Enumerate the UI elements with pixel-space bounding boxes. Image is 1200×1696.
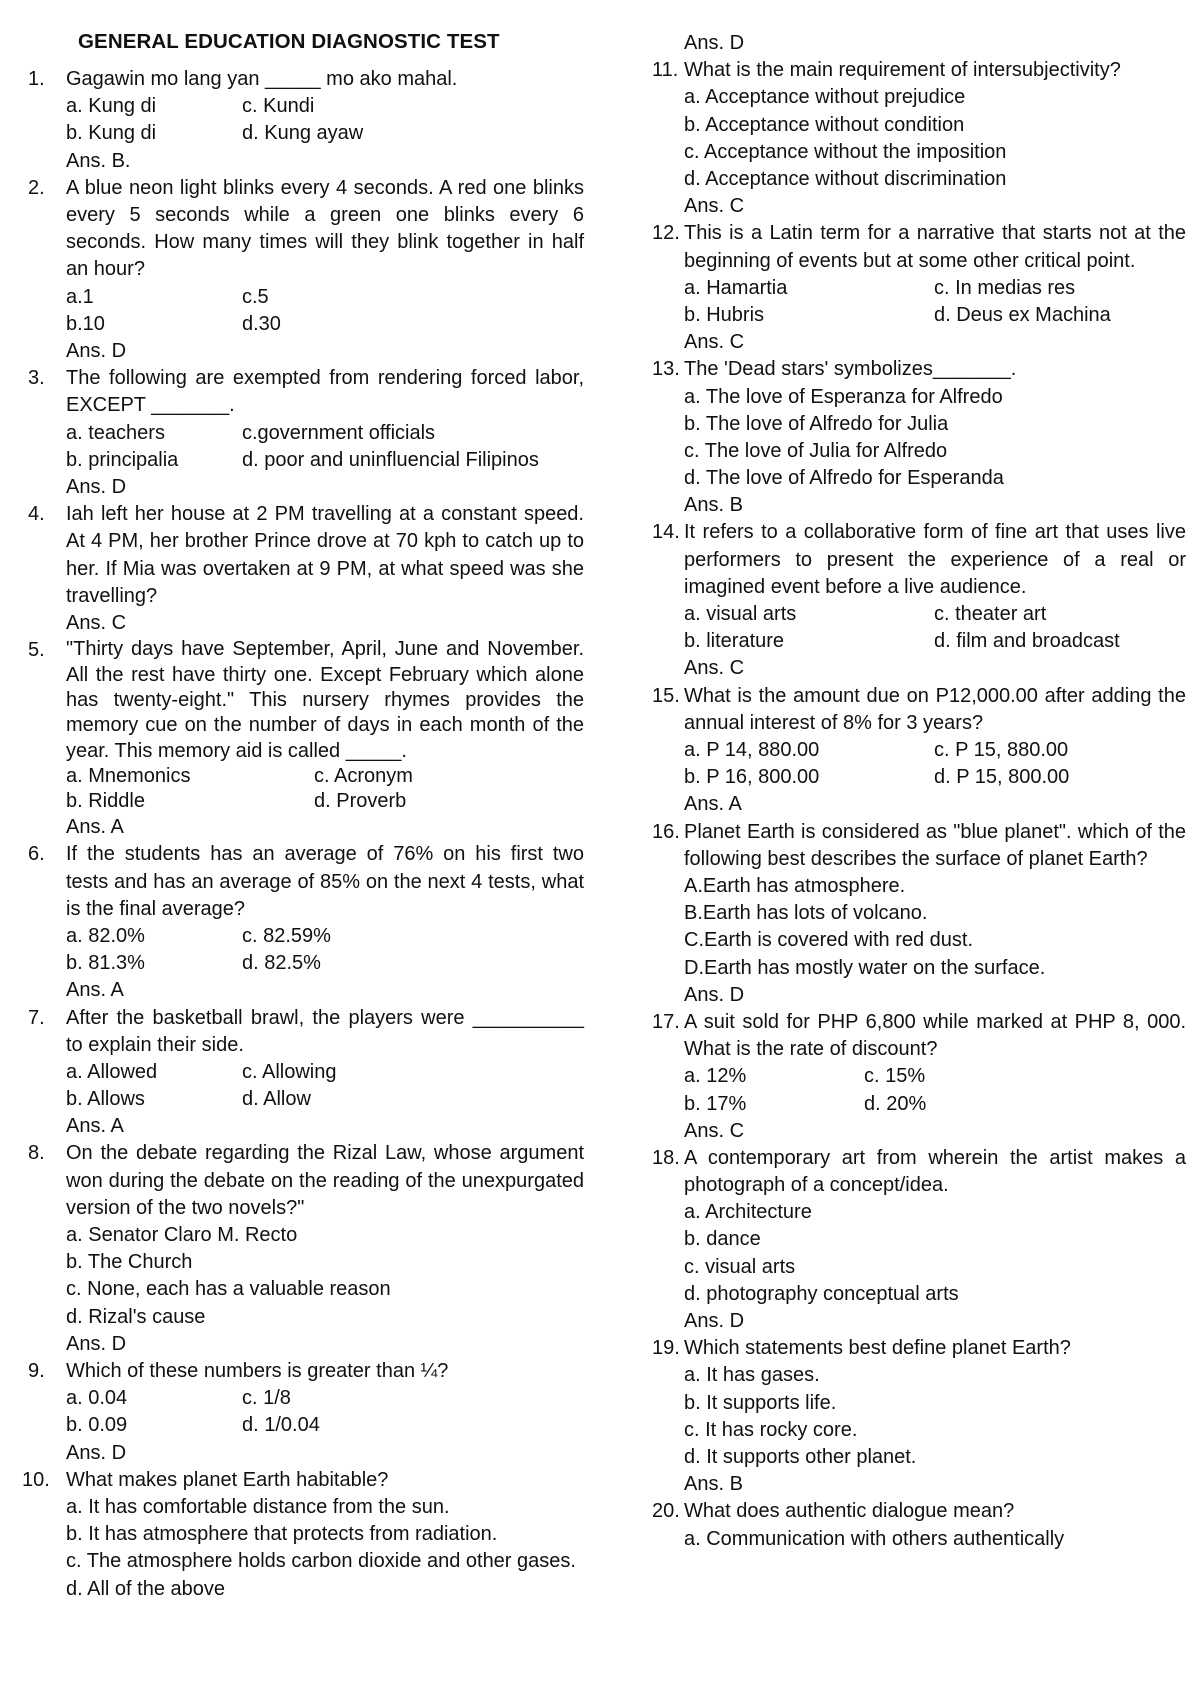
option: b. It supports life. xyxy=(684,1391,837,1414)
question-number: 16. xyxy=(652,820,680,843)
option-row xyxy=(66,420,584,447)
option-row xyxy=(66,764,584,789)
option: B.Earth has lots of volcano. xyxy=(684,902,928,925)
question-number: 6. xyxy=(28,843,45,866)
option: c. The love of Julia for Alfredo xyxy=(684,439,948,462)
question-text: Which of these numbers is greater than ¼? xyxy=(66,1360,449,1383)
question-14 xyxy=(652,519,1186,682)
option: c. theater art xyxy=(934,603,1047,626)
option: d. It supports other planet. xyxy=(684,1446,917,1468)
option: a. P 14, 880.00 xyxy=(684,739,820,762)
question-text: A blue neon light blinks every 4 seconds. A red one blinks every 5 seconds while a green one blinks every 6 seconds. How many times will they blink together in half an hour? xyxy=(66,176,584,281)
option: d.30 xyxy=(242,312,281,335)
question-number: 10. xyxy=(22,1468,50,1491)
option: a. Hamartia xyxy=(684,276,788,299)
option: c. Acronym xyxy=(314,765,413,788)
question-1 xyxy=(28,66,584,175)
option: d. Acceptance without discrimination xyxy=(684,167,1007,190)
option: b. P 16, 800.00 xyxy=(684,766,820,789)
question-18 xyxy=(652,1145,1186,1335)
option: b. The love of Alfredo for Julia xyxy=(684,412,949,435)
question-20 xyxy=(652,1498,1186,1552)
option: d. P 15, 800.00 xyxy=(934,766,1070,789)
question-text: What is the main requirement of intersubjectivity? xyxy=(684,59,1121,82)
option: C.Earth is covered with red dust. xyxy=(684,929,974,952)
page-title: GENERAL EDUCATION DIAGNOSTIC TEST xyxy=(78,30,500,53)
option: a. Senator Claro M. Recto xyxy=(66,1224,298,1247)
question-text: This is a Latin term for a narrative that starts not at the beginning of events but at some other critical point. xyxy=(684,222,1186,272)
question-text: Planet Earth is considered as "blue planet". which of the following best describes the surface of planet Earth? xyxy=(684,820,1186,870)
option: d. 1/0.04 xyxy=(242,1414,320,1437)
question-3 xyxy=(28,365,584,501)
question-2 xyxy=(28,175,584,365)
option: D.Earth has mostly water on the surface. xyxy=(684,956,1046,979)
option-row xyxy=(684,601,1186,628)
question-text: The 'Dead stars' symbolizes_______. xyxy=(684,358,1017,381)
question-number: 18. xyxy=(652,1146,680,1169)
answer: Ans. A xyxy=(66,816,124,839)
option-row xyxy=(66,284,584,311)
option: c. 15% xyxy=(864,1065,926,1088)
question-text: If the students has an average of 76% on his first two tests and has an average of 85% on the next 4 tests, what is the final average? xyxy=(66,843,584,920)
question-number: 17. xyxy=(652,1010,680,1033)
option-row xyxy=(684,1091,1186,1118)
question-number: 15. xyxy=(652,684,680,707)
option: a. Mnemonics xyxy=(66,765,191,788)
option: A.Earth has atmosphere. xyxy=(684,874,906,897)
option-row xyxy=(66,950,584,977)
question-4 xyxy=(28,501,584,637)
option-row xyxy=(684,764,1186,791)
option-row xyxy=(684,275,1186,302)
option: c. In medias res xyxy=(934,276,1076,299)
option: d. film and broadcast xyxy=(934,630,1120,653)
question-text: It refers to a collaborative form of fine art that uses live performers to present the experience of a real or imagined event before a live audience. xyxy=(684,521,1186,598)
answer: Ans. D xyxy=(66,1332,127,1355)
option-row xyxy=(66,1412,584,1439)
option: a.1 xyxy=(66,285,94,308)
option: a. visual arts xyxy=(684,603,797,626)
option-row xyxy=(66,447,584,474)
option-row xyxy=(66,1059,584,1086)
option: a. It has comfortable distance from the sun. xyxy=(66,1495,450,1518)
option-row xyxy=(66,93,584,120)
question-text: Iah left her house at 2 PM travelling at a constant speed. At 4 PM, her brother Prince drove at 70 kph to catch up to her. If Mia was overtaken at 9 PM, at what speed was she travelling? xyxy=(66,503,584,607)
question-text: What is the amount due on P12,000.00 after adding the annual interest of 8% for 3 years? xyxy=(684,684,1186,734)
option: a. The love of Esperanza for Alfredo xyxy=(684,385,1003,408)
question-number: 4. xyxy=(28,503,45,526)
option: c. Acceptance without the imposition xyxy=(684,140,1007,163)
question-number: 14. xyxy=(652,521,680,544)
option: b. literature xyxy=(684,630,785,653)
continued-answer: Ans. D xyxy=(684,32,745,54)
option: d. 20% xyxy=(864,1092,927,1115)
answer: Ans. A xyxy=(684,793,742,816)
question-7 xyxy=(28,1005,584,1141)
option-row xyxy=(66,1385,584,1412)
option-row xyxy=(66,120,584,147)
question-15 xyxy=(652,683,1186,819)
question-text: "Thirty days have September, April, June and November. All the rest have thirty one. Except February which alone has twenty-eight." This nursery rhymes provides the memory cue on the number of days in each month of the year. This memory aid is called _____. xyxy=(66,638,584,762)
question-5 xyxy=(28,637,584,841)
option: c. P 15, 880.00 xyxy=(934,739,1069,762)
option: c. Allowing xyxy=(242,1060,337,1083)
question-9 xyxy=(28,1358,584,1467)
option-row xyxy=(684,737,1186,764)
option: c. visual arts xyxy=(684,1255,796,1278)
option: d. Rizal's cause xyxy=(66,1305,206,1328)
left-column xyxy=(22,28,584,1603)
question-10 xyxy=(22,1467,584,1603)
option: b. dance xyxy=(684,1228,761,1251)
question-17 xyxy=(652,1009,1186,1145)
option: b. Allows xyxy=(66,1088,145,1111)
option: b. Kung di xyxy=(66,122,157,145)
right-column xyxy=(652,30,1186,1553)
option: a. 12% xyxy=(684,1065,747,1088)
question-text: On the debate regarding the Rizal Law, whose argument won during the debate on the reading of the unexpurgated version of the two novels?" xyxy=(66,1142,584,1219)
question-11 xyxy=(652,57,1186,220)
question-text: Which statements best define planet Earth? xyxy=(684,1337,1071,1360)
option: a. Kung di xyxy=(66,95,157,118)
question-text: After the basketball brawl, the players were __________ to explain their side. xyxy=(66,1006,584,1056)
option: d. Deus ex Machina xyxy=(934,303,1111,326)
option: d. poor and uninfluencial Filipinos xyxy=(242,448,539,471)
option: b. Riddle xyxy=(66,790,145,813)
answer: Ans. B xyxy=(684,1473,743,1496)
answer: Ans. D xyxy=(684,1310,745,1333)
answer: Ans. C xyxy=(66,611,127,634)
answer: Ans. D xyxy=(66,339,127,362)
option: c. 1/8 xyxy=(242,1387,291,1410)
option-row xyxy=(684,1063,1186,1090)
question-number: 19. xyxy=(652,1337,680,1360)
question-12 xyxy=(652,220,1186,356)
option: b. The Church xyxy=(66,1251,193,1274)
answer: Ans. A xyxy=(66,979,124,1002)
option-row xyxy=(66,311,584,338)
answer: Ans. B. xyxy=(66,149,131,172)
answer: Ans. B xyxy=(684,494,743,517)
question-number: 12. xyxy=(652,222,680,245)
answer: Ans. D xyxy=(66,475,127,498)
question-text: What makes planet Earth habitable? xyxy=(66,1468,389,1491)
question-number: 5. xyxy=(28,639,45,662)
question-number: 1. xyxy=(28,68,45,90)
answer: Ans. A xyxy=(66,1115,124,1138)
option: c. 82.59% xyxy=(242,924,331,947)
question-number: 20. xyxy=(652,1500,680,1523)
option-row xyxy=(66,923,584,950)
answer: Ans. C xyxy=(684,657,745,680)
option: b. 81.3% xyxy=(66,952,145,975)
question-13 xyxy=(652,356,1186,519)
question-number: 3. xyxy=(28,367,45,390)
answer: Ans. D xyxy=(684,983,745,1006)
option: a. teachers xyxy=(66,421,165,444)
answer: Ans. C xyxy=(684,1119,745,1142)
option: c. The atmosphere holds carbon dioxide and other gases. xyxy=(66,1550,576,1573)
question-number: 11. xyxy=(652,59,679,82)
option: d. All of the above xyxy=(66,1577,226,1600)
option: b.10 xyxy=(66,312,105,335)
question-number: 9. xyxy=(28,1360,45,1383)
question-19 xyxy=(652,1335,1186,1498)
option: d. 82.5% xyxy=(242,952,321,975)
question-number: 13. xyxy=(652,358,680,381)
option: b. Hubris xyxy=(684,303,765,326)
answer: Ans. C xyxy=(684,195,745,218)
question-text: Gagawin mo lang yan _____ mo ako mahal. xyxy=(66,68,458,90)
option: b. It has atmosphere that protects from radiation. xyxy=(66,1523,498,1546)
option: a. 0.04 xyxy=(66,1387,128,1410)
option-row xyxy=(684,628,1186,655)
option-row xyxy=(684,302,1186,329)
option: d. photography conceptual arts xyxy=(684,1282,959,1305)
option: a. 82.0% xyxy=(66,924,145,947)
question-number: 2. xyxy=(28,176,45,199)
option: c. It has rocky core. xyxy=(684,1418,858,1441)
answer: Ans. C xyxy=(684,331,745,354)
option: d. Proverb xyxy=(314,790,407,813)
option: a. Communication with others authentically xyxy=(684,1527,1065,1550)
option: b. principalia xyxy=(66,448,179,471)
option-row xyxy=(66,1086,584,1113)
option: d. Allow xyxy=(242,1088,311,1111)
question-text: A suit sold for PHP 6,800 while marked at PHP 8, 000. What is the rate of discount? xyxy=(684,1010,1186,1061)
option: d. The love of Alfredo for Esperanda xyxy=(684,467,1004,490)
question-number: 7. xyxy=(28,1006,45,1029)
question-text: A contemporary art from wherein the artist makes a photograph of a concept/idea. xyxy=(684,1146,1186,1197)
option-row xyxy=(66,789,584,814)
question-text: The following are exempted from rendering forced labor, EXCEPT _______. xyxy=(66,367,584,417)
option: d. Kung ayaw xyxy=(242,122,364,145)
option: c.5 xyxy=(242,285,269,308)
question-6 xyxy=(28,841,584,1004)
option: c. Kundi xyxy=(242,95,315,118)
option: a. Acceptance without prejudice xyxy=(684,86,966,109)
option: a. It has gases. xyxy=(684,1364,820,1387)
option: b. 17% xyxy=(684,1092,747,1115)
option: b. Acceptance without condition xyxy=(684,113,965,136)
answer: Ans. D xyxy=(66,1441,127,1464)
question-number: 8. xyxy=(28,1142,45,1165)
question-text: What does authentic dialogue mean? xyxy=(684,1500,1015,1523)
option: a. Allowed xyxy=(66,1060,158,1083)
option: a. Architecture xyxy=(684,1201,812,1224)
question-16 xyxy=(652,819,1186,1009)
option: c. None, each has a valuable reason xyxy=(66,1278,391,1301)
option: c.government officials xyxy=(242,421,436,444)
option: b. 0.09 xyxy=(66,1414,128,1437)
question-8 xyxy=(28,1140,584,1358)
